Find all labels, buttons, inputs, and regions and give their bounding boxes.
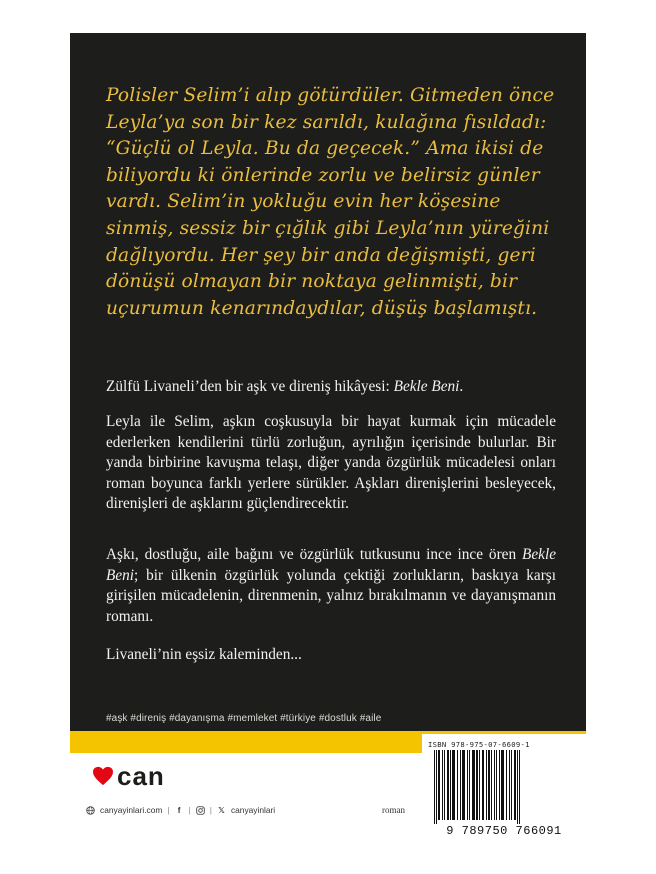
x-icon[interactable]: 𝕏 <box>218 805 225 815</box>
instagram-icon[interactable] <box>196 806 205 815</box>
barcode-bar <box>450 750 451 820</box>
dark-panel <box>70 33 586 731</box>
back-cover <box>70 33 586 841</box>
heart-icon <box>92 766 114 786</box>
tagline-book-title: Bekle Beni <box>393 378 460 395</box>
barcode-bar <box>467 750 468 820</box>
tagline-end: . <box>459 378 464 395</box>
barcode-bar <box>472 750 475 820</box>
theme-book-title: Bekle Beni <box>106 546 556 584</box>
facebook-icon[interactable]: f <box>177 805 181 815</box>
genre-label: roman <box>382 805 405 815</box>
barcode-bar <box>476 750 478 820</box>
barcode-bar <box>517 750 518 824</box>
barcode-bar <box>491 750 492 820</box>
barcode-bar <box>501 750 504 820</box>
barcode-bar <box>436 750 437 824</box>
synopsis-paragraph: Leyla ile Selim, aşkın coşkusuyla bir hayat kurmak için mücadele ederlerken kendilerini türlü zorluğun, ayrılığın içerisinde bulurlar. Bir yanda birbirine kavuşma telaşı, diğer yanda özgürlük mücadelesi onları roman boyunca farklı yerlere sürükler. Aşkları direnişlerini besleyecek, direnişleri de aşklarını güçlendirecektir. <box>106 413 556 512</box>
barcode-area <box>422 734 586 841</box>
publisher-logo <box>92 763 165 789</box>
barcode-bar <box>469 750 470 820</box>
barcode-bar <box>457 750 458 820</box>
isbn-label: ISBN 978-975-07-6609-1 <box>428 740 530 749</box>
publisher-logo-text: can <box>117 761 165 791</box>
theme-lead: Aşkı, dostluğu, aile bağını ve özgürlük tutkusunu ince ince ören <box>106 546 523 563</box>
publisher-footer <box>86 805 275 815</box>
barcode-bar <box>442 750 443 820</box>
closing-line: Livaneli’nin eşsiz kaleminden... <box>106 646 302 663</box>
divider: | <box>188 805 191 815</box>
barcode-bar <box>452 750 455 820</box>
barcode-bar <box>462 750 465 820</box>
barcode-bar <box>499 750 500 820</box>
theme-rest: ; bir ülkenin özgürlük yolunda çektiği zorlukların, baskıya karşı girişilen mücadelenin, direnmenin, yalnız bırakılmanın ve dayanışmanın romanı. <box>106 566 556 625</box>
website-link[interactable]: canyayinlari.com <box>100 805 163 815</box>
divider: | <box>167 805 170 815</box>
barcode-bar <box>488 750 490 820</box>
barcode-bar <box>514 750 516 820</box>
barcode-bar <box>494 750 495 820</box>
barcode-bar <box>482 750 484 820</box>
divider: | <box>209 805 212 815</box>
tagline-lead: Zülfü Livaneli’den bir aşk ve direniş hikâyesi: <box>106 378 394 395</box>
social-handle[interactable]: canyayinlari <box>230 805 276 815</box>
barcode-bar <box>509 750 510 820</box>
barcode-bar <box>438 750 440 820</box>
barcode-bar <box>444 750 445 820</box>
barcode-bar <box>447 750 449 820</box>
barcode-bar <box>511 750 512 820</box>
barcode-bar <box>479 750 480 820</box>
barcode-bar <box>496 750 497 820</box>
excerpt-quote: Polisler Selim’i alıp götürdüler. Gitmeden önce Leyla’ya son bir kez sarıldı, kulağına fısıldadı: “Güçlü ol Leyla. Bu da geçecek.” Ama ikisi de biliyordu ki önlerinde zorlu ve belirsiz günler vardı. Selim’in yokluğu evin her köşesine sinmiş, sessiz bir çığlık gibi Leyla’nın yüreğini dağlıyordu. Her şey bir anda değişmişti, geri dönüşü olmayan bir noktaya gelinmişti, bir uçurumun kenarındaydılar, düşüş başlamıştı. <box>106 85 555 319</box>
theme-paragraph <box>106 545 556 627</box>
tagline <box>106 377 556 398</box>
barcode-bar <box>486 750 487 820</box>
globe-icon <box>86 806 95 815</box>
barcode-digits: 9 789750 766091 <box>446 824 562 838</box>
barcode-bar <box>460 750 461 820</box>
barcode-bar <box>506 750 507 820</box>
barcode-bar <box>434 750 435 824</box>
hashtags: #aşk #direniş #dayanışma #memleket #türkiye #dostluk #aile <box>106 713 382 724</box>
barcode-bar <box>519 750 520 824</box>
